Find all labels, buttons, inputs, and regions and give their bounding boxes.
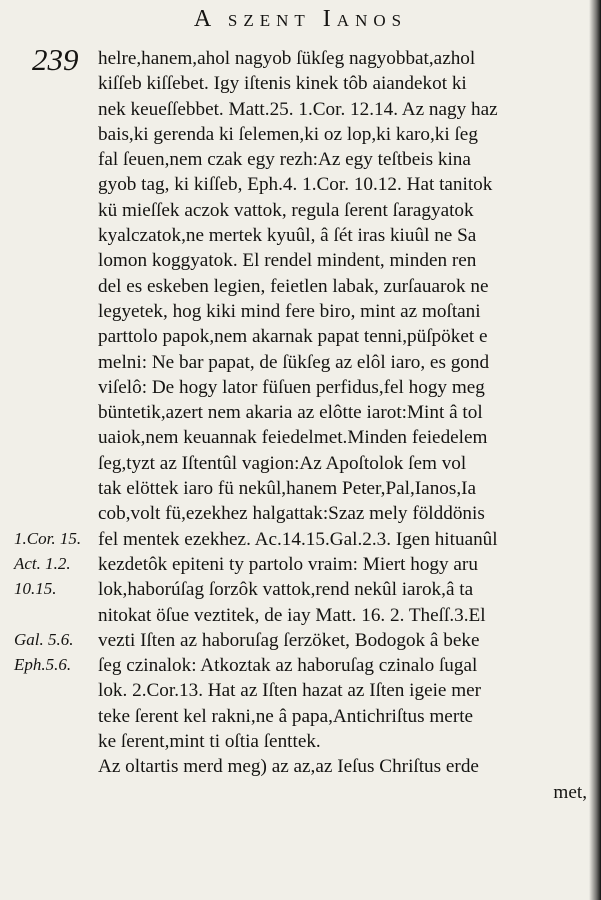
page-number: 239 [32,42,79,77]
text-line: nek keueſſebbet. Matt.25. 1.Cor. 12.14. Az nagy haz [98,98,498,120]
text-line: legyetek, hog kiki mind fere biro, mint az moſtani [98,300,481,322]
text-line: vezti Iſten az haboruſag ſerzöket, Bodogok â beke [98,629,480,651]
text-line: fel mentek ezekhez. Ac.14.15.Gal.2.3. Igen hituanûl [98,528,498,550]
marginal-note: Eph.5.6. [14,655,72,675]
text-line: uaiok,nem keuannak feiedelmet.Minden feiedelem [98,427,488,449]
text-line: fal ſeuen,nem czak egy rezh:Az egy teſtbeis kina [98,149,471,171]
text-line: kiſſeb kiſſebet. Igy iſtenis kinek tôb aiandekot ki [98,73,467,95]
text-line: kyalczatok,ne mertek kyuûl, â ſét iras kiuûl ne Sa [98,225,477,247]
text-line: cob,volt fü,ezekhez halgattak:Szaz mely földdönis [98,503,485,525]
text-line: met, [553,781,587,803]
text-line: ſeg czinalok: Atkoztak az haboruſag czinalo ſugal [98,655,478,677]
marginal-note: Gal. 5.6. [14,629,74,649]
text-line: teke ſerent kel rakni,ne â papa,Antichriſtus merte [98,705,474,727]
text-line: bais,ki gerenda ki ſelemen,ki oz lop,ki karo,ki ſeg [98,123,478,145]
text-line: del es eskeben legien, feietlen labak, zurſauarok ne [98,275,489,297]
text-line: büntetik,azert nem akaria az elôtte iarot:Mint â tol [98,402,483,424]
book-gutter-shadow [589,0,601,900]
text-line: parttolo papok,nem akarnak papat tenni,püſpöket e [98,326,488,348]
text-line: Az oltartis merd meg) az az,az Ieſus Chriſtus erde [98,756,479,778]
text-line: tak elöttek iaro fü nekûl,hanem Peter,Pal,Ianos,Ia [98,478,477,500]
marginal-note: Act. 1.2. [14,554,71,573]
text-line: nitokat öſue veztitek, de iay Matt. 16. 2. Theſſ.3.El [98,604,486,626]
text-line: melni: Ne bar papat, de ſükſeg az elôl iaro, es gond [98,351,490,373]
text-line: kezdetôk epiteni ty partolo vraim: Miert hogy aru [98,553,478,575]
text-line: kü mieſſek aczok vattok, regula ſerent ſaragyatok [98,199,474,221]
text-line: ſeg,tyzt az Iſtentûl vagion:Az Apoſtolok ſem vol [98,452,467,474]
running-head: A szent Ianos [193,6,408,32]
marginal-note: 1.Cor. 15. [14,528,82,548]
text-line: gyob tag, ki kiſſeb, Eph.4. 1.Cor. 10.12. Hat tanitok [98,174,493,196]
text-line: lok. 2.Cor.13. Hat az Iſten hazat az Iſten igeie mer [98,680,482,702]
text-line: ke ſerent,mint ti oſtia ſenttek. [98,731,321,753]
body-text [98,46,593,805]
text-line: lomon koggyatok. El rendel mindent, minden ren [98,250,477,272]
text-line: viſelô: De hogy lator füſuen perfidus,fel hogy meg [98,376,485,398]
text-line: helre,hanem,ahol nagyob ſükſeg nagyobbat,azhol [98,48,476,69]
marginal-note: 10.15. [14,579,57,599]
text-line: lok,haborúſag ſorzôk vattok,rend nekûl iarok,â ta [98,579,474,601]
